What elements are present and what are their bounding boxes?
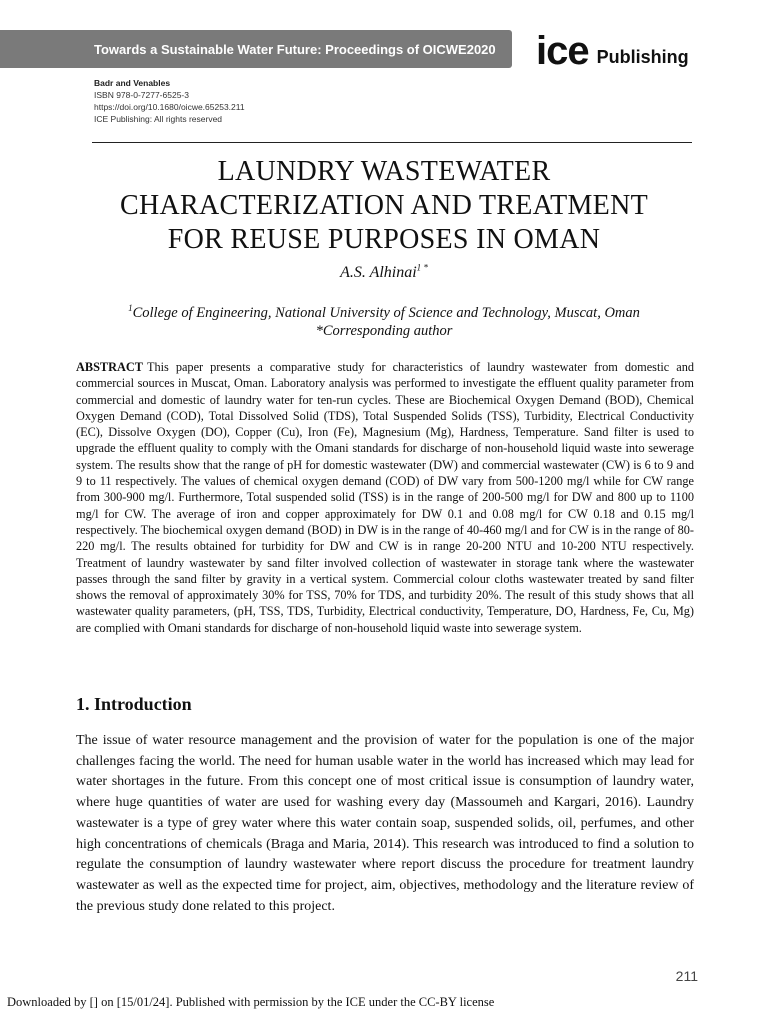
- download-footer: Downloaded by [] on [15/01/24]. Published with permission by the ICE under the CC-BY license: [7, 995, 495, 1009]
- section-heading-introduction: 1. Introduction: [76, 694, 192, 714]
- logo-ice: ice: [536, 29, 589, 73]
- title-line: CHARACTERIZATION AND TREATMENT: [119, 190, 649, 221]
- header-divider: [92, 142, 692, 143]
- affiliation-block: [60, 304, 708, 340]
- abstract-text: This paper presents a comparative study for characteristics of laundry wastewater from domestic and commercial sources in Muscat, Oman. Laboratory analysis was performed to investigate the effluent quality parameter from commercial and domestic of laundry water for ten-run cycles. These are Biochemical Oxygen Demand (BOD), Chemical Oxygen Demand (COD), Total Dissolved Solid (TDS), Total Suspended Solids (TSS), Turbidity, Electrical Conductivity (EC), Dissolve Oxygen (DO), Copper (Cu), Iron (Fe), Magnesium (Mg), Hardness, Temperature. Sand filter is used to upgrade the effluent quality to comply with the Omani standards for discharge of non-household liquid waste into sewerage system. The results show that the range of pH for domestic wastewater (DW) and commercial wastewater (CW) is 6 to 9 and 9 to 11 respectively. The values of chemical oxygen demand (COD) of DW vary from 500-1200 mg/l while for CW range from 300-900 mg/l. Furthermore, Total suspended solid (TSS) is in the range of 200-500 mg/l for DW and 800 up to 1100 mg/l for CW. The average of iron and copper approximately for DW 0.1 and 0.08 mg/l for CW 0.18 and 0.15 mg/l respectively. The biochemical oxygen demand (BOD) in DW is in the range of 40-460 mg/l and for CW is in the range of 80-220 mg/l. The results obtained for turbidity for DW and CW is in range 20-200 NTU and 10-200 NTU respectively. Treatment of laundry wastewater by sand filter involved collection of wastewater in storage tank where the wastewater passes through the sand filter by gravity in a vertical system. Commercial colour cloths wastewater treated by sand filter shows the removal of approximately 30% for TSS, 70% for TDS, and turbidity 20%. The result of this study shows that all wastewater quality parameters, (pH, TSS, TDS, Turbidity, Electrical conductivity, Temperature, DO, Hardness, Fe, Cu, Mg) are complied with Omani standards for discharge of non-household liquid waste into sewerage system.: [76, 360, 694, 635]
- banner-text: Towards a Sustainable Water Future: Proceedings of OICWE2020: [94, 41, 496, 57]
- title-line: FOR REUSE PURPOSES IN OMAN: [167, 224, 601, 255]
- meta-doi[interactable]: https://doi.org/10.1680/oicwe.65253.211: [94, 102, 245, 112]
- title-line: LAUNDRY WASTEWATER: [217, 156, 551, 187]
- meta-authors: Badr and Venables: [94, 78, 171, 88]
- affiliation: College of Engineering, National University of Science and Technology, Muscat, Oman: [132, 305, 640, 321]
- proceedings-banner: [0, 30, 512, 68]
- author-mark: 1 *: [416, 262, 428, 273]
- logo-publishing: Publishing: [596, 47, 689, 67]
- page-number: 211: [675, 968, 698, 984]
- corresponding-author: *Corresponding author: [315, 323, 453, 339]
- author-line: [0, 264, 768, 282]
- affiliation-mark: 1: [128, 303, 133, 314]
- author-name: A.S. Alhinai: [340, 264, 417, 281]
- meta-rights: ICE Publishing: All rights reserved: [94, 114, 223, 124]
- abstract: [76, 359, 694, 636]
- abstract-label: ABSTRACT: [76, 360, 143, 374]
- publication-meta: [94, 77, 245, 125]
- meta-isbn: ISBN 978-0-7277-6525-3: [94, 90, 189, 100]
- ice-publishing-logo: [536, 29, 689, 73]
- introduction-paragraph: The issue of water resource management and the provision of water for the population is one of the major challenges facing the world. The need for human usable water in the world has increased which may lead for water shortages in the future. From this concept one of most critical issue is consumption of laundry water, where huge quantities of water are used for washing every day (Massoumeh and Kargari, 2016). Laundry wastewater is a type of grey water where this water contain soap, suspended solids, oil, perfumes, and other high concentrations of chemicals (Braga and Maria, 2014). This research was introduced to find a solution to regulate the consumption of laundry wastewater where report discuss the procedure for treatment laundry wastewater as well as the expected time for project, aim, objectives, methodology and the literature review of the previous study done related to this project.: [76, 733, 694, 914]
- paper-title: [60, 155, 708, 257]
